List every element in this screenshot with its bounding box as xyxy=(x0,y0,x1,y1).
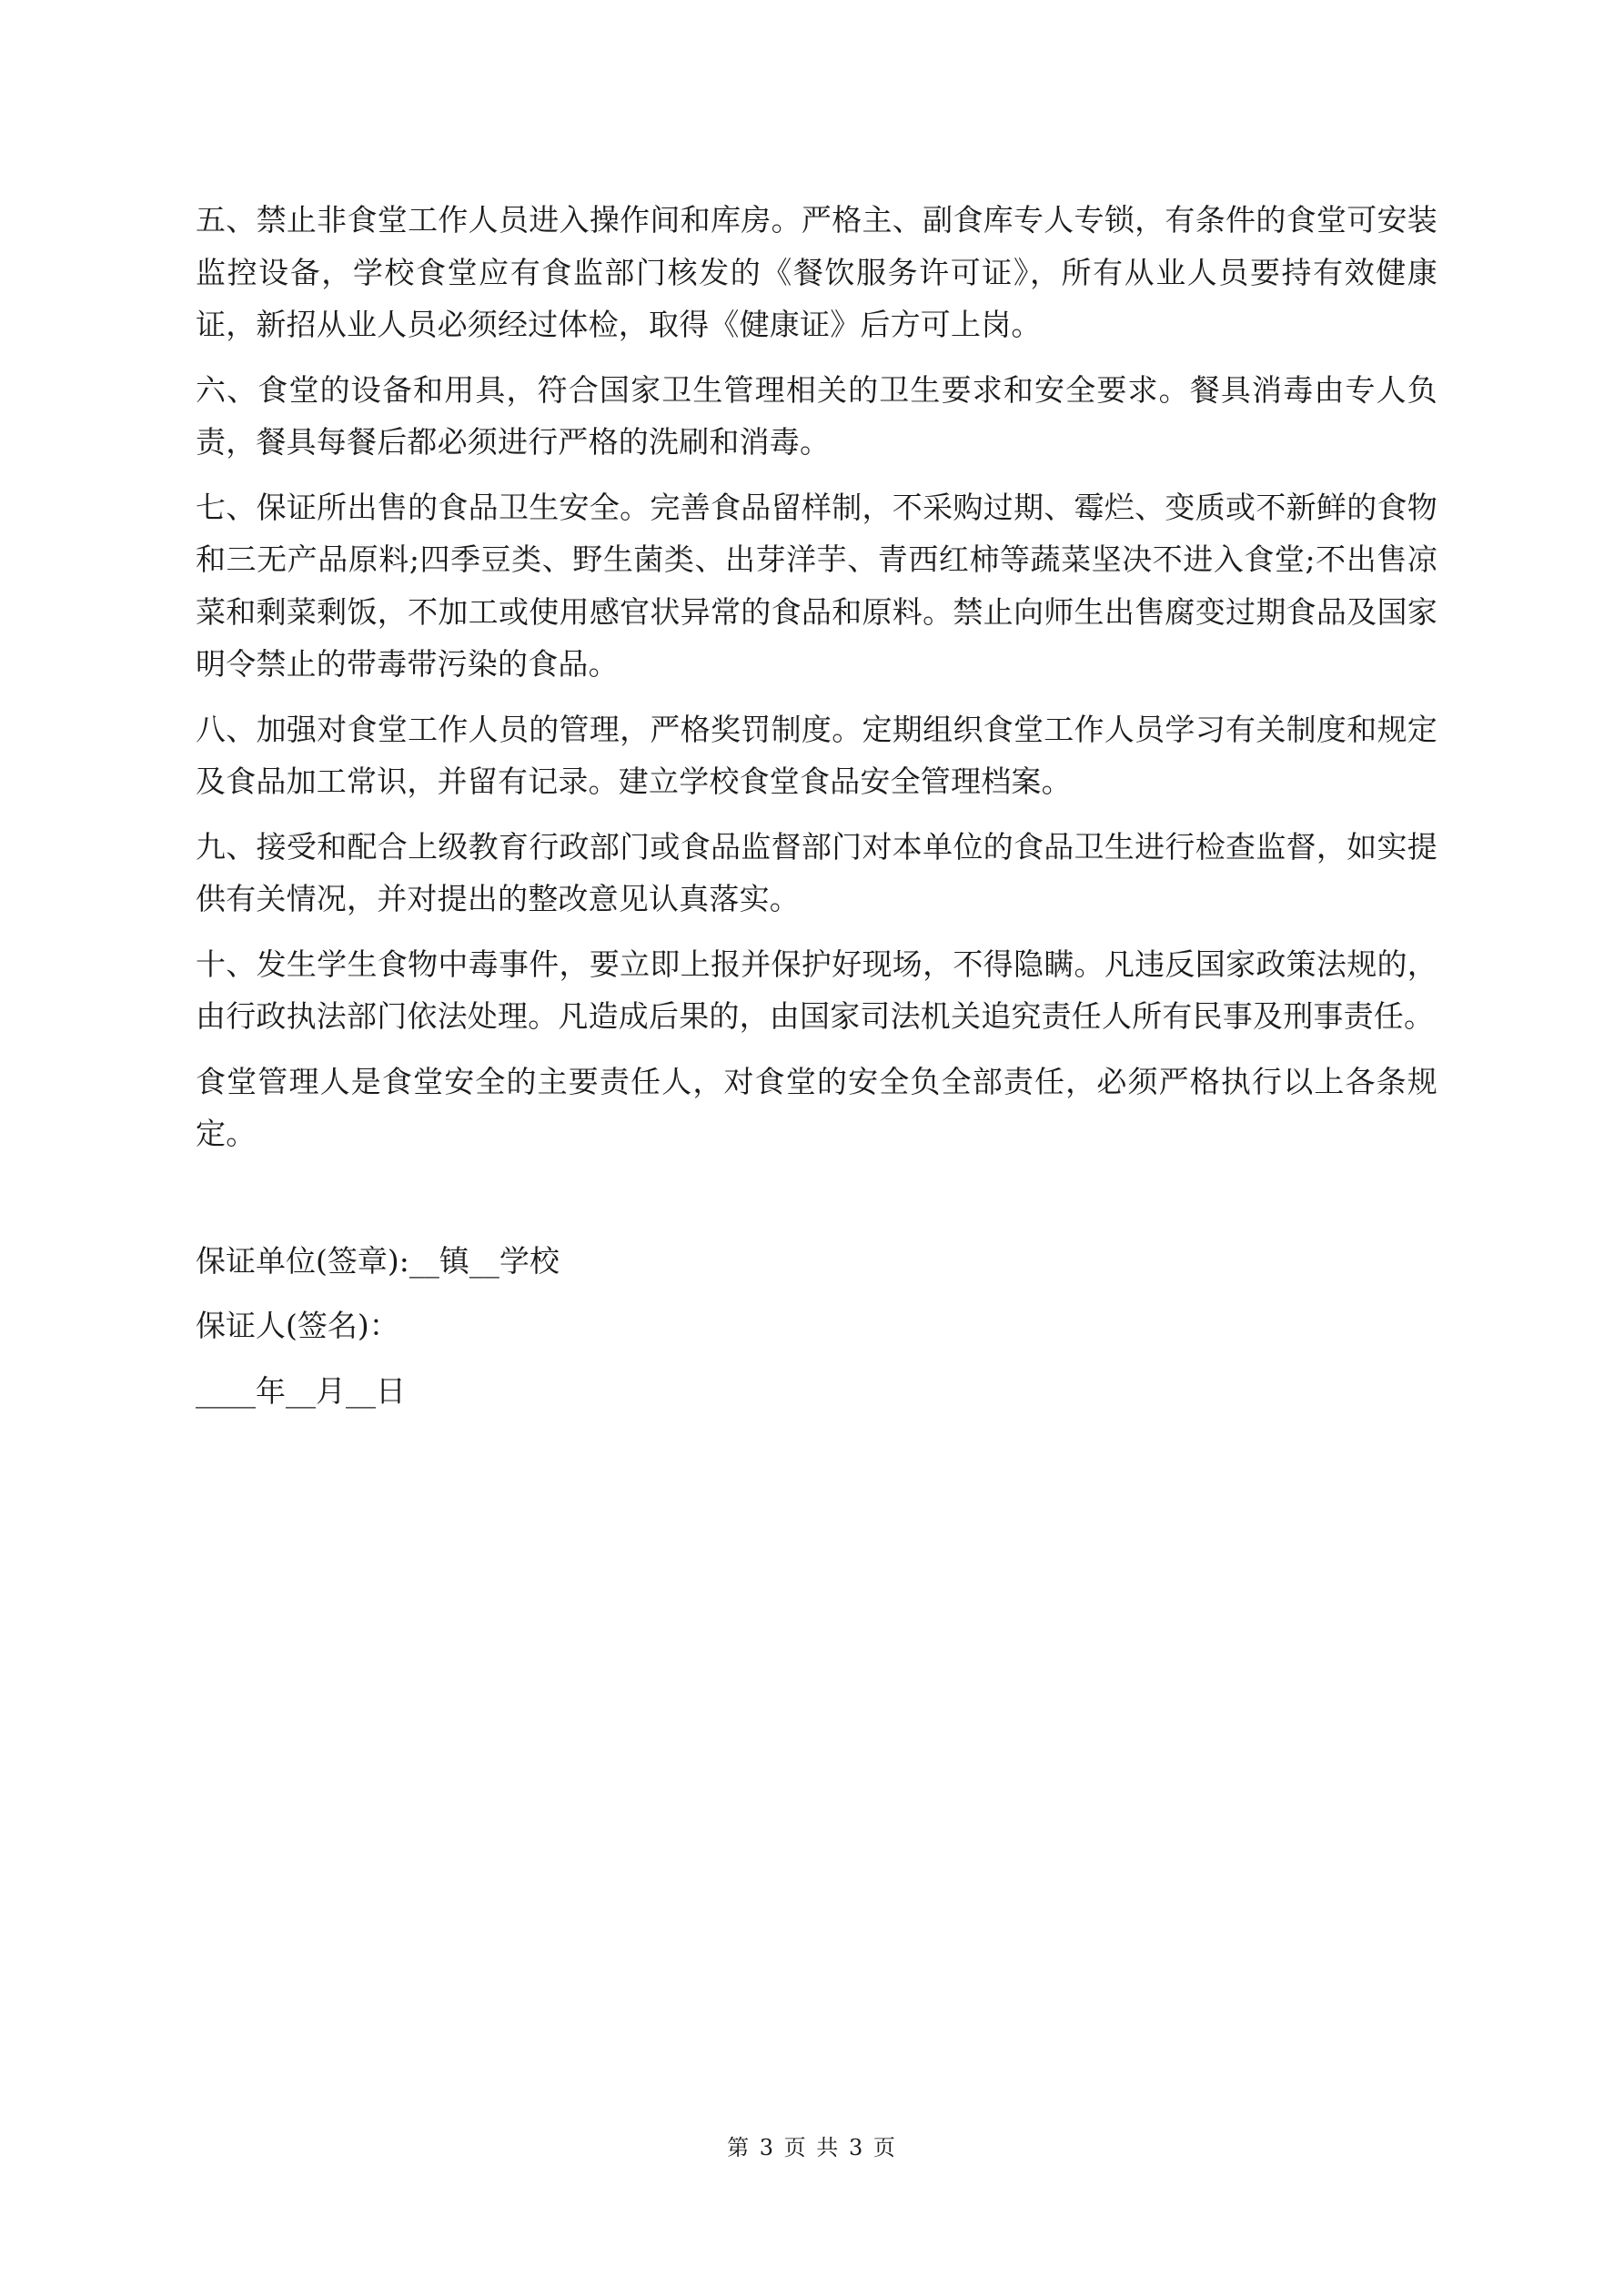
clause-10: 十、发生学生食物中毒事件，要立即上报并保护好现场，不得隐瞒。凡违反国家政策法规的，由行政执法部门依法处理。凡造成后果的，由国家司法机关追究责任人所有民事及刑事责任。 xyxy=(196,946,1437,1034)
clause-8: 八、加强对食堂工作人员的管理，严格奖罚制度。定期组织食堂工作人员学习有关制度和规定及食品加工常识，并留有记录。建立学校食堂食品安全管理档案。 xyxy=(196,711,1437,799)
clause-7: 七、保证所出售的食品卫生安全。完善食品留样制，不采购过期、霉烂、变质或不新鲜的食物和三无产品原料;四季豆类、野生菌类、出芽洋芋、青西红柿等蔬菜坚决不进入食堂;不出售凉菜和剩菜剩饭，不加工或使用感官状异常的食品和原料。禁止向师生出售腐变过期食品及国家明令禁止的带毒带污染的食品。 xyxy=(196,489,1437,682)
document-body xyxy=(196,194,1437,1430)
clause-5: 五、禁止非食堂工作人员进入操作间和库房。严格主、副食库专人专锁，有条件的食堂可安装监控设备，学校食堂应有食监部门核发的《餐饮服务许可证》，所有从业人员要持有效健康证，新招从业人员必须经过体检，取得《健康证》后方可上岗。 xyxy=(196,202,1437,342)
closing-statement: 食堂管理人是食堂安全的主要责任人，对食堂的安全负全部责任，必须严格执行以上各条规定。 xyxy=(196,1063,1437,1151)
guarantor-person-line: 保证人(签名)： xyxy=(196,1308,399,1343)
date-line: ____年__月__日 xyxy=(196,1372,406,1409)
page-number-footer: 第 3 页 共 3 页 xyxy=(727,2135,897,2160)
clause-6: 六、食堂的设备和用具，符合国家卫生管理相关的卫生要求和安全要求。餐具消毒由专人负责，餐具每餐后都必须进行严格的洗刷和消毒。 xyxy=(196,371,1437,460)
guarantor-unit-line: 保证单位(签章):__镇__学校 xyxy=(196,1242,560,1279)
clause-9: 九、接受和配合上级教育行政部门或食品监督部门对本单位的食品卫生进行检查监督，如实提供有关情况，并对提出的整改意见认真落实。 xyxy=(196,828,1437,916)
signature-block xyxy=(196,1235,1437,1418)
